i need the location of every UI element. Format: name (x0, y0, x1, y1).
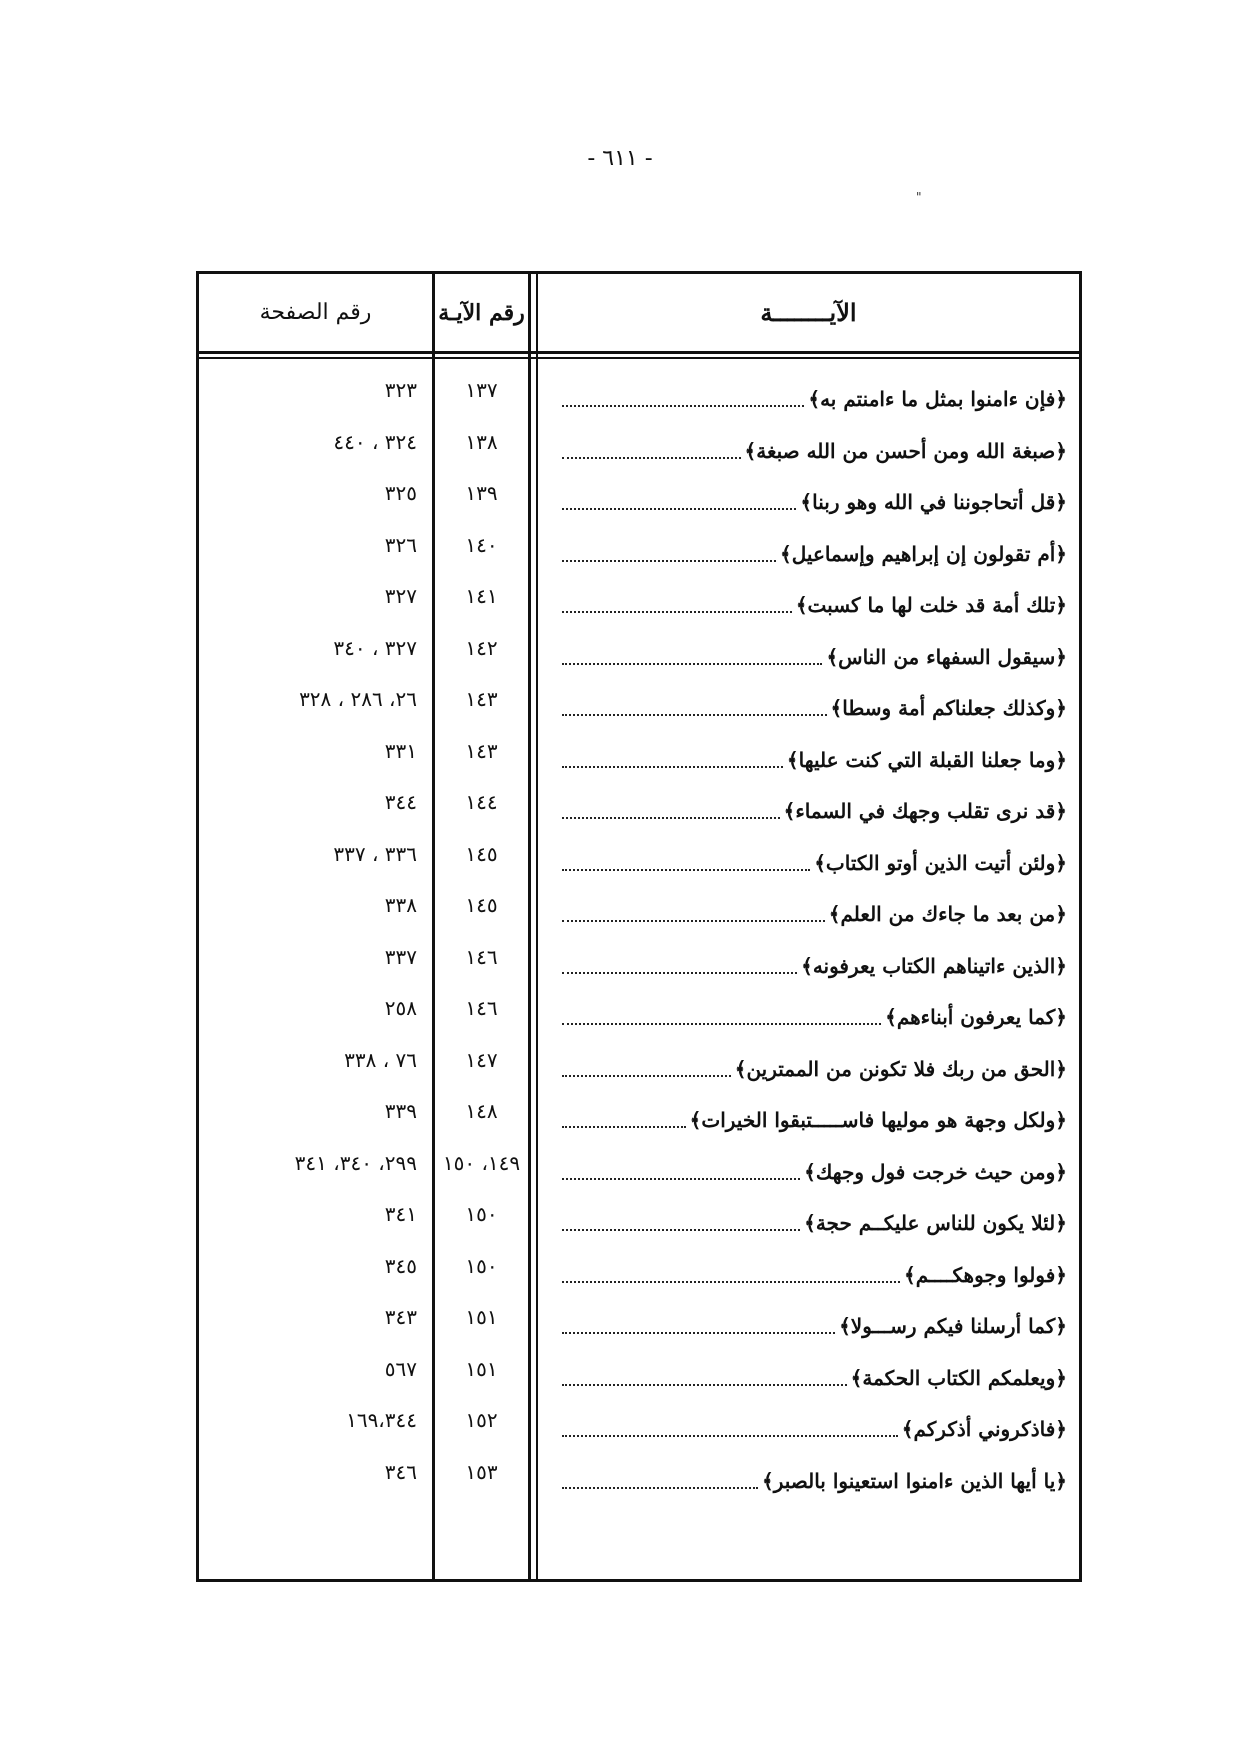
ayah-text: ﴿ولكل وجهة هو موليها فاســـــتبقوا الخيرات﴾ (689, 1108, 1067, 1132)
ayah-text: ﴿صبغة الله ومن أحسن من الله صبغة﴾ (744, 438, 1067, 463)
ayah-cell (544, 1204, 1067, 1240)
dot-leader (562, 1229, 800, 1231)
table-row (199, 580, 1079, 632)
ayah-cell (544, 483, 1067, 519)
page-number-cell: ٣٣٦ ، ٣٣٧ (333, 841, 417, 866)
ayah-cell (544, 380, 1067, 416)
ayah-number-cell: ١٥١ (465, 1356, 498, 1381)
ayah-text: ﴿قد نرى تقلب وجهك في السماء﴾ (783, 799, 1067, 823)
ayah-number-cell: ١٤٩، ١٥٠ (442, 1150, 521, 1175)
ayah-cell (544, 1153, 1067, 1189)
dot-leader (562, 1126, 686, 1128)
page-number-cell: ٢٩٩، ٣٤٠، ٣٤١ (294, 1150, 417, 1175)
page-number: - ٦١١ - (587, 146, 653, 171)
dot-leader (562, 1178, 800, 1180)
header-ayah-number: رقم الآيـة (438, 299, 525, 326)
dot-leader (562, 1023, 881, 1025)
dot-leader (562, 972, 797, 974)
dot-leader (562, 920, 825, 922)
dot-leader (562, 1384, 847, 1386)
ayah-text: ﴿لئلا يكون للناس عليكــم حجة﴾ (804, 1211, 1067, 1235)
ayah-text: ﴿كما أرسلنا فيكم رســـولا﴾ (839, 1314, 1067, 1338)
ayah-cell (544, 895, 1067, 931)
ayah-index-table (196, 271, 1082, 1582)
ayah-number-cell: ١٤٧ (465, 1047, 498, 1072)
ayah-cell (544, 432, 1067, 468)
page-number-cell: ٢٦، ٢٨٦ ، ٣٢٨ (299, 687, 417, 711)
header-divider-inner (199, 357, 1079, 359)
page-number-cell: ٣٢٥ (384, 481, 417, 505)
ayah-number-cell: ١٥١ (465, 1305, 498, 1329)
ayah-number-cell: ١٥٣ (465, 1459, 498, 1484)
dot-leader (562, 611, 792, 613)
table-row (199, 1147, 1079, 1199)
page-number-cell: ٣٤٣ (384, 1305, 417, 1329)
page-number-cell: ١٦٩،٣٤٤ (346, 1408, 417, 1432)
table-row (199, 889, 1079, 941)
ayah-text: ﴿أم تقولون إن إبراهيم وإسماعيل﴾ (780, 541, 1067, 566)
dot-leader (562, 405, 804, 407)
table-row (199, 1404, 1079, 1456)
page-number-cell: ٣٣١ (384, 738, 417, 763)
table-row (199, 1456, 1079, 1508)
dot-leader (562, 714, 827, 716)
ayah-cell (544, 998, 1067, 1034)
dot-leader (562, 457, 741, 459)
table-row (199, 1250, 1079, 1302)
table-row (199, 426, 1079, 478)
ayah-number-cell: ١٤٢ (465, 635, 498, 660)
dot-leader (562, 869, 810, 871)
ayah-number-cell: ١٤١ (465, 584, 498, 608)
ayah-number-cell: ١٣٨ (465, 429, 498, 454)
ayah-number-cell: ١٤٦ (465, 996, 498, 1020)
page-number-cell: ٣٣٧ (384, 944, 417, 969)
ayah-text: ﴿من بعد ما جاءك من العلم﴾ (828, 902, 1067, 926)
ayah-cell (544, 1307, 1067, 1343)
table-row (199, 735, 1079, 787)
dot-leader (562, 560, 776, 562)
ayah-cell (544, 947, 1067, 983)
table-row (199, 941, 1079, 993)
page-number-cell: ٢٥٨ (384, 996, 417, 1020)
ayah-number-cell: ١٥٠ (465, 1253, 498, 1278)
ayah-text: ﴿كما يعرفون أبناءهم﴾ (885, 1005, 1067, 1029)
table-row (199, 683, 1079, 735)
dot-leader (562, 1487, 758, 1489)
ayah-number-cell: ١٣٧ (465, 378, 498, 402)
page-number-cell: ٥٦٧ (384, 1356, 417, 1381)
ayah-cell (544, 844, 1067, 880)
table-row (199, 1044, 1079, 1096)
ayah-text: ﴿فإن ءامنوا بمثل ما ءامنتم به﴾ (808, 387, 1067, 411)
ayah-cell (544, 1410, 1067, 1446)
stray-mark: " (916, 190, 922, 204)
ayah-cell (544, 689, 1067, 725)
header-page-number: رقم الصفحة (259, 300, 372, 325)
ayah-text: ﴿فولوا وجوهكــــم﴾ (904, 1262, 1067, 1287)
ayah-text: ﴿وما جعلنا القبلة التي كنت عليها﴾ (786, 747, 1067, 772)
page-number-cell: ٣٣٨ (384, 893, 417, 917)
dot-leader (562, 1075, 731, 1077)
table-row (199, 838, 1079, 890)
ayah-cell (544, 792, 1067, 828)
ayah-cell (544, 1256, 1067, 1292)
ayah-text: ﴿قل أتحاجوننا في الله وهو ربنا﴾ (800, 490, 1067, 514)
page-number-cell: ٣٣٩ (384, 1099, 417, 1123)
ayah-text: ﴿يا أيها الذين ءامنوا استعينوا بالصبر﴾ (761, 1468, 1067, 1493)
dot-leader (562, 508, 796, 510)
ayah-cell (544, 1050, 1067, 1086)
ayah-number-cell: ١٥٢ (465, 1408, 498, 1432)
table-row (199, 374, 1079, 426)
table-row (199, 992, 1079, 1044)
dot-leader (562, 1281, 900, 1283)
page-number-cell: ٣٢٤ ، ٤٤٠ (333, 429, 417, 454)
ayah-cell (544, 586, 1067, 622)
ayah-text: ﴿سيقول السفهاء من الناس﴾ (826, 644, 1067, 669)
ayah-number-cell: ١٣٩ (465, 481, 498, 505)
page-number-cell: ٣٢٣ (384, 378, 417, 402)
ayah-number-cell: ١٤٦ (465, 944, 498, 969)
ayah-text: ﴿الذين ءاتيناهم الكتاب يعرفونه﴾ (801, 953, 1067, 978)
ayah-number-cell: ١٥٠ (465, 1202, 498, 1226)
ayah-number-cell: ١٤٨ (465, 1099, 498, 1123)
table-row (199, 529, 1079, 581)
ayah-number-cell: ١٤٥ (465, 893, 498, 917)
dot-leader (562, 1332, 835, 1334)
ayah-text: ﴿ومن حيث خرجت فول وجهك﴾ (804, 1159, 1067, 1184)
table-row (199, 632, 1079, 684)
dot-leader (562, 663, 822, 665)
ayah-cell (544, 1462, 1067, 1498)
ayah-text: ﴿تلك أمة قد خلت لها ما كسبت﴾ (795, 593, 1067, 617)
table-row (199, 1198, 1079, 1250)
ayah-cell (544, 638, 1067, 674)
page-number-cell: ٣٢٧ ، ٣٤٠ (333, 635, 417, 660)
ayah-number-cell: ١٤٥ (465, 841, 498, 866)
page-number-cell: ٣٤٤ (384, 790, 417, 814)
ayah-number-cell: ١٤٣ (465, 738, 498, 763)
ayah-number-cell: ١٤٠ (465, 532, 498, 557)
ayah-cell (544, 535, 1067, 571)
header-divider (199, 351, 1079, 354)
table-row (199, 786, 1079, 838)
page-number-cell: ٣٤٦ (384, 1459, 417, 1484)
table-row (199, 1095, 1079, 1147)
header-ayah: الآيــــــــة (760, 298, 857, 327)
page-number-cell: ٣٢٧ (384, 584, 417, 608)
ayah-text: ﴿وكذلك جعلناكم أمة وسطا﴾ (830, 696, 1067, 720)
ayah-number-cell: ١٤٤ (465, 790, 498, 814)
ayah-number-cell: ١٤٣ (465, 687, 498, 711)
table-row (199, 477, 1079, 529)
ayah-cell (544, 1359, 1067, 1395)
ayah-text: ﴿ولئن أتيت الذين أوتو الكتاب﴾ (814, 850, 1067, 875)
dot-leader (562, 817, 780, 819)
ayah-text: ﴿ويعلمكم الكتاب الحكمة﴾ (850, 1365, 1067, 1390)
ayah-text: ﴿الحق من ربك فلا تكونن من الممترين﴾ (734, 1056, 1067, 1081)
table-row (199, 1301, 1079, 1353)
page-number-cell: ٣٤١ (384, 1202, 417, 1226)
ayah-cell (544, 741, 1067, 777)
ayah-cell (544, 1101, 1067, 1137)
ayah-text: ﴿فاذكروني أذكركم﴾ (901, 1417, 1067, 1441)
page-number-cell: ٣٤٥ (384, 1253, 417, 1278)
page-number-cell: ٧٦ ، ٣٣٨ (344, 1047, 417, 1072)
page-number-cell: ٣٢٦ (384, 532, 417, 557)
dot-leader (562, 766, 783, 768)
dot-leader (562, 1435, 898, 1437)
table-row (199, 1353, 1079, 1405)
